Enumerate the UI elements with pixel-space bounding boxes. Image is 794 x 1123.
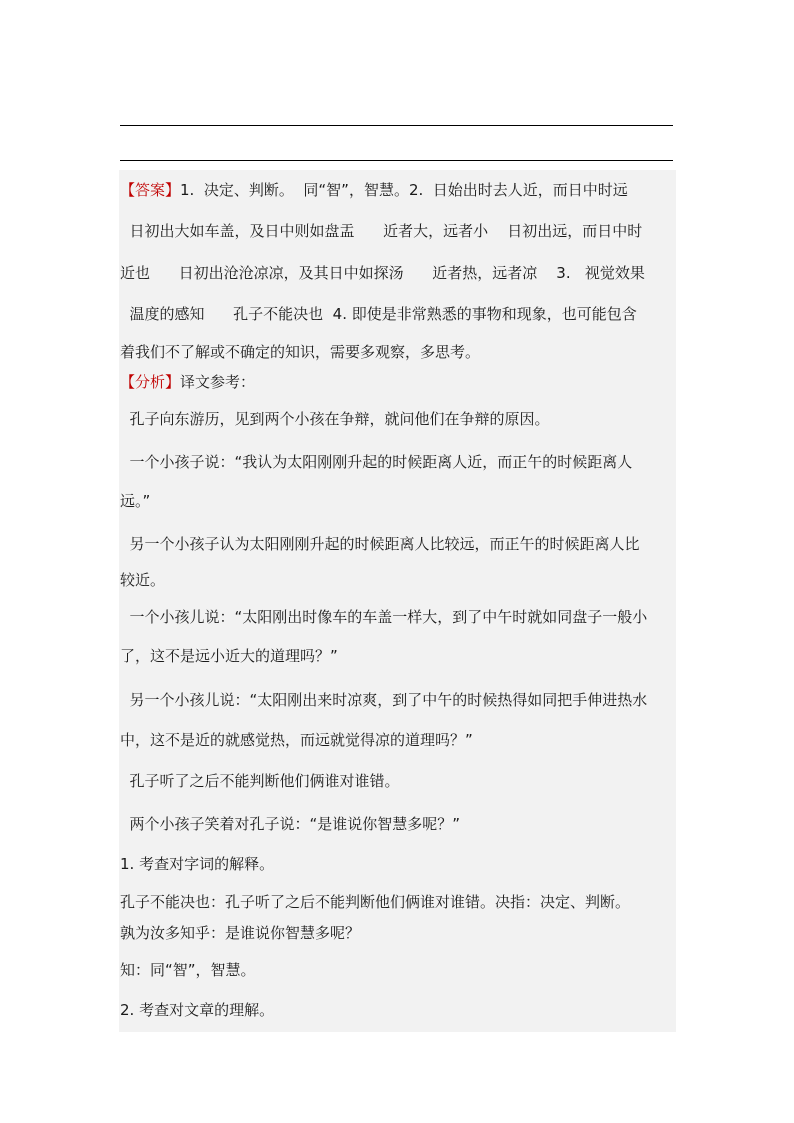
- translation-line-2: 一个小孩子说：“我认为太阳刚刚升起的时候距离人近，而正午的时候距离人: [120, 453, 633, 471]
- answer-line-1: [120, 180, 680, 200]
- note-line-1: 1. 考查对字词的解释。: [120, 855, 275, 873]
- analysis-title: 译文参考：: [180, 373, 256, 391]
- analysis-tag: 【分析】: [120, 373, 181, 391]
- note-line-4: 知：同“智”，智慧。: [120, 961, 256, 979]
- translation-line-8: 另一个小孩儿说：“太阳刚出来时凉爽，到了中午的时候热得如同把手伸进热水: [120, 691, 648, 709]
- translation-line-9: 中，这不是近的就感觉热，而远就觉得凉的道理吗？”: [120, 731, 473, 749]
- translation-line-10: 孔子听了之后不能判断他们俩谁对谁错。: [120, 772, 400, 790]
- translation-line-7: 了，这不是远小近大的道理吗？”: [120, 647, 338, 665]
- translation-line-1: 孔子向东游历，见到两个小孩在争辩，就问他们在争辩的原因。: [120, 410, 550, 428]
- analysis-heading: [120, 372, 680, 392]
- answer-line-4: 温度的感知 孔子不能决也 4. 即使是非常熟悉的事物和现象，也可能包含: [120, 305, 637, 323]
- note-line-2: 孔子不能决也：孔子听了之后不能判断他们俩谁对谁错。决指：决定、判断。: [120, 893, 631, 911]
- answer-text-1: 1. 决定、判断。 同“智”，智慧。2. 日始出时去人近，而日中时远: [180, 181, 628, 199]
- answer-tag: 【答案】: [120, 181, 181, 199]
- second-rule: [120, 160, 673, 161]
- note-line-5: 2. 考查对文章的理解。: [120, 1001, 275, 1019]
- answer-line-3: 近也 日初出沧沧凉凉，及其日中如探汤 近者热，远者凉 3. 视觉效果: [120, 264, 645, 282]
- translation-line-3: 远。”: [120, 492, 151, 510]
- translation-line-4: 另一个小孩子认为太阳刚刚升起的时候距离人比较远，而正午的时候距离人比: [120, 535, 640, 553]
- answer-line-2: 日初出大如车盖，及日中则如盘盂 近者大，远者小 日初出远，而日中时: [120, 222, 643, 240]
- answer-line-5: 着我们不了解或不确定的知识，需要多观察，多思考。: [120, 343, 481, 361]
- note-line-3: 孰为汝多知乎：是谁说你智慧多呢？: [120, 924, 361, 942]
- translation-line-5: 较近。: [120, 571, 166, 589]
- translation-line-11: 两个小孩子笑着对孔子说：“是谁说你智慧多呢？”: [120, 815, 461, 833]
- top-rule: [120, 125, 673, 126]
- translation-line-6: 一个小孩儿说：“太阳刚出时像车的车盖一样大，到了中午时就如同盘子一般小: [120, 608, 648, 626]
